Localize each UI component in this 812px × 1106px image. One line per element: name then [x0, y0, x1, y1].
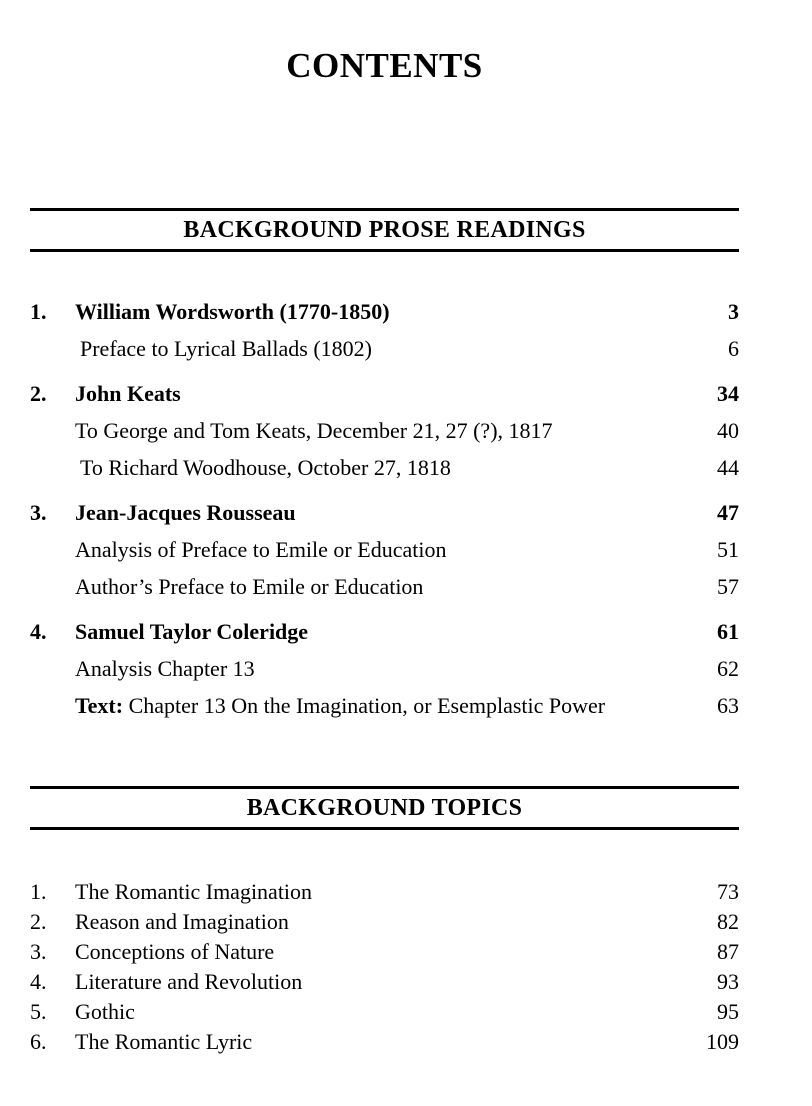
entry-label: To George and Tom Keats, December 21, 27 (?), 1817: [75, 418, 553, 443]
toc-entry: [30, 937, 739, 967]
topics-section-heading: BACKGROUND TOPICS: [246, 795, 523, 821]
entry-page-number: 82: [717, 909, 739, 934]
entry-number: 4.: [30, 969, 47, 994]
entry-page-number: 87: [717, 939, 739, 964]
entry-page-number: 95: [717, 999, 739, 1024]
entry-label: The Romantic Imagination: [75, 879, 313, 904]
entry-page-number: 40: [717, 418, 739, 443]
entry-page-number: 61: [717, 619, 739, 644]
topics-section-header: [30, 786, 739, 830]
entry-label: Analysis Chapter 13: [75, 656, 255, 681]
entry-page-number: 57: [717, 574, 739, 599]
toc-entry: [30, 967, 739, 997]
toc-subentry: [30, 692, 739, 720]
entry-number: 4.: [30, 619, 47, 644]
entry-number: 5.: [30, 999, 47, 1024]
entry-label-bold-prefix: Text:: [75, 693, 124, 718]
toc-subentry: [30, 335, 739, 363]
entry-number: 2.: [30, 381, 47, 406]
entry-label-text: Chapter 13 On the Imagination, or Esemplastic Power: [123, 693, 606, 718]
prose-section-header: [30, 208, 739, 252]
toc-entry: [30, 997, 739, 1027]
entry-number: 3.: [30, 500, 47, 525]
entry-page-number: 47: [717, 500, 739, 525]
toc-entry: [30, 380, 739, 408]
entry-label: [75, 692, 703, 720]
entry-page-number: 51: [717, 537, 739, 562]
toc-entry: [30, 298, 739, 326]
entry-label: William Wordsworth (1770-1850): [75, 299, 390, 324]
toc-subentry: [30, 417, 739, 445]
page-content: [30, 0, 739, 1057]
entry-page-number: 44: [717, 455, 739, 480]
entry-number: 2.: [30, 909, 47, 934]
entry-label: Analysis of Preface to Emile or Education: [75, 537, 447, 562]
entry-page-number: 3: [728, 299, 739, 324]
entry-label: To Richard Woodhouse, October 27, 1818: [80, 455, 451, 480]
entry-page-number: 62: [717, 656, 739, 681]
toc-entry: [30, 907, 739, 937]
entry-label: Jean-Jacques Rousseau: [75, 500, 296, 525]
toc-entry: [30, 1027, 739, 1057]
prose-section-heading: BACKGROUND PROSE READINGS: [183, 217, 586, 243]
background-topics-list: [30, 877, 739, 1057]
entry-label: Literature and Revolution: [75, 969, 303, 994]
toc-subentry: [30, 655, 739, 683]
prose-readings-list: [30, 298, 739, 720]
toc-subentry: [30, 536, 739, 564]
page-title: CONTENTS: [286, 46, 483, 85]
entry-label: Conceptions of Nature: [75, 939, 275, 964]
toc-subentry: [30, 454, 739, 482]
entry-label: Gothic: [75, 999, 135, 1024]
entry-page-number: 6: [728, 336, 739, 361]
toc-entry: [30, 618, 739, 646]
entry-label: Preface to Lyrical Ballads (1802): [80, 336, 373, 361]
entry-label: Samuel Taylor Coleridge: [75, 619, 309, 644]
entry-page-number: 109: [706, 1029, 739, 1054]
entry-label: John Keats: [75, 381, 181, 406]
toc-entry: [30, 877, 739, 907]
toc-entry: [30, 499, 739, 527]
entry-number: 6.: [30, 1029, 47, 1054]
entry-label: The Romantic Lyric: [75, 1029, 253, 1054]
entry-number: 3.: [30, 939, 47, 964]
entry-page-number: 34: [717, 381, 739, 406]
entry-page-number: 63: [717, 693, 739, 718]
entry-label: Reason and Imagination: [75, 909, 289, 934]
entry-page-number: 73: [717, 879, 739, 904]
entry-number: 1.: [30, 879, 47, 904]
entry-number: 1.: [30, 299, 47, 324]
entry-label: Author’s Preface to Emile or Education: [75, 574, 424, 599]
entry-page-number: 93: [717, 969, 739, 994]
toc-subentry: [30, 573, 739, 601]
